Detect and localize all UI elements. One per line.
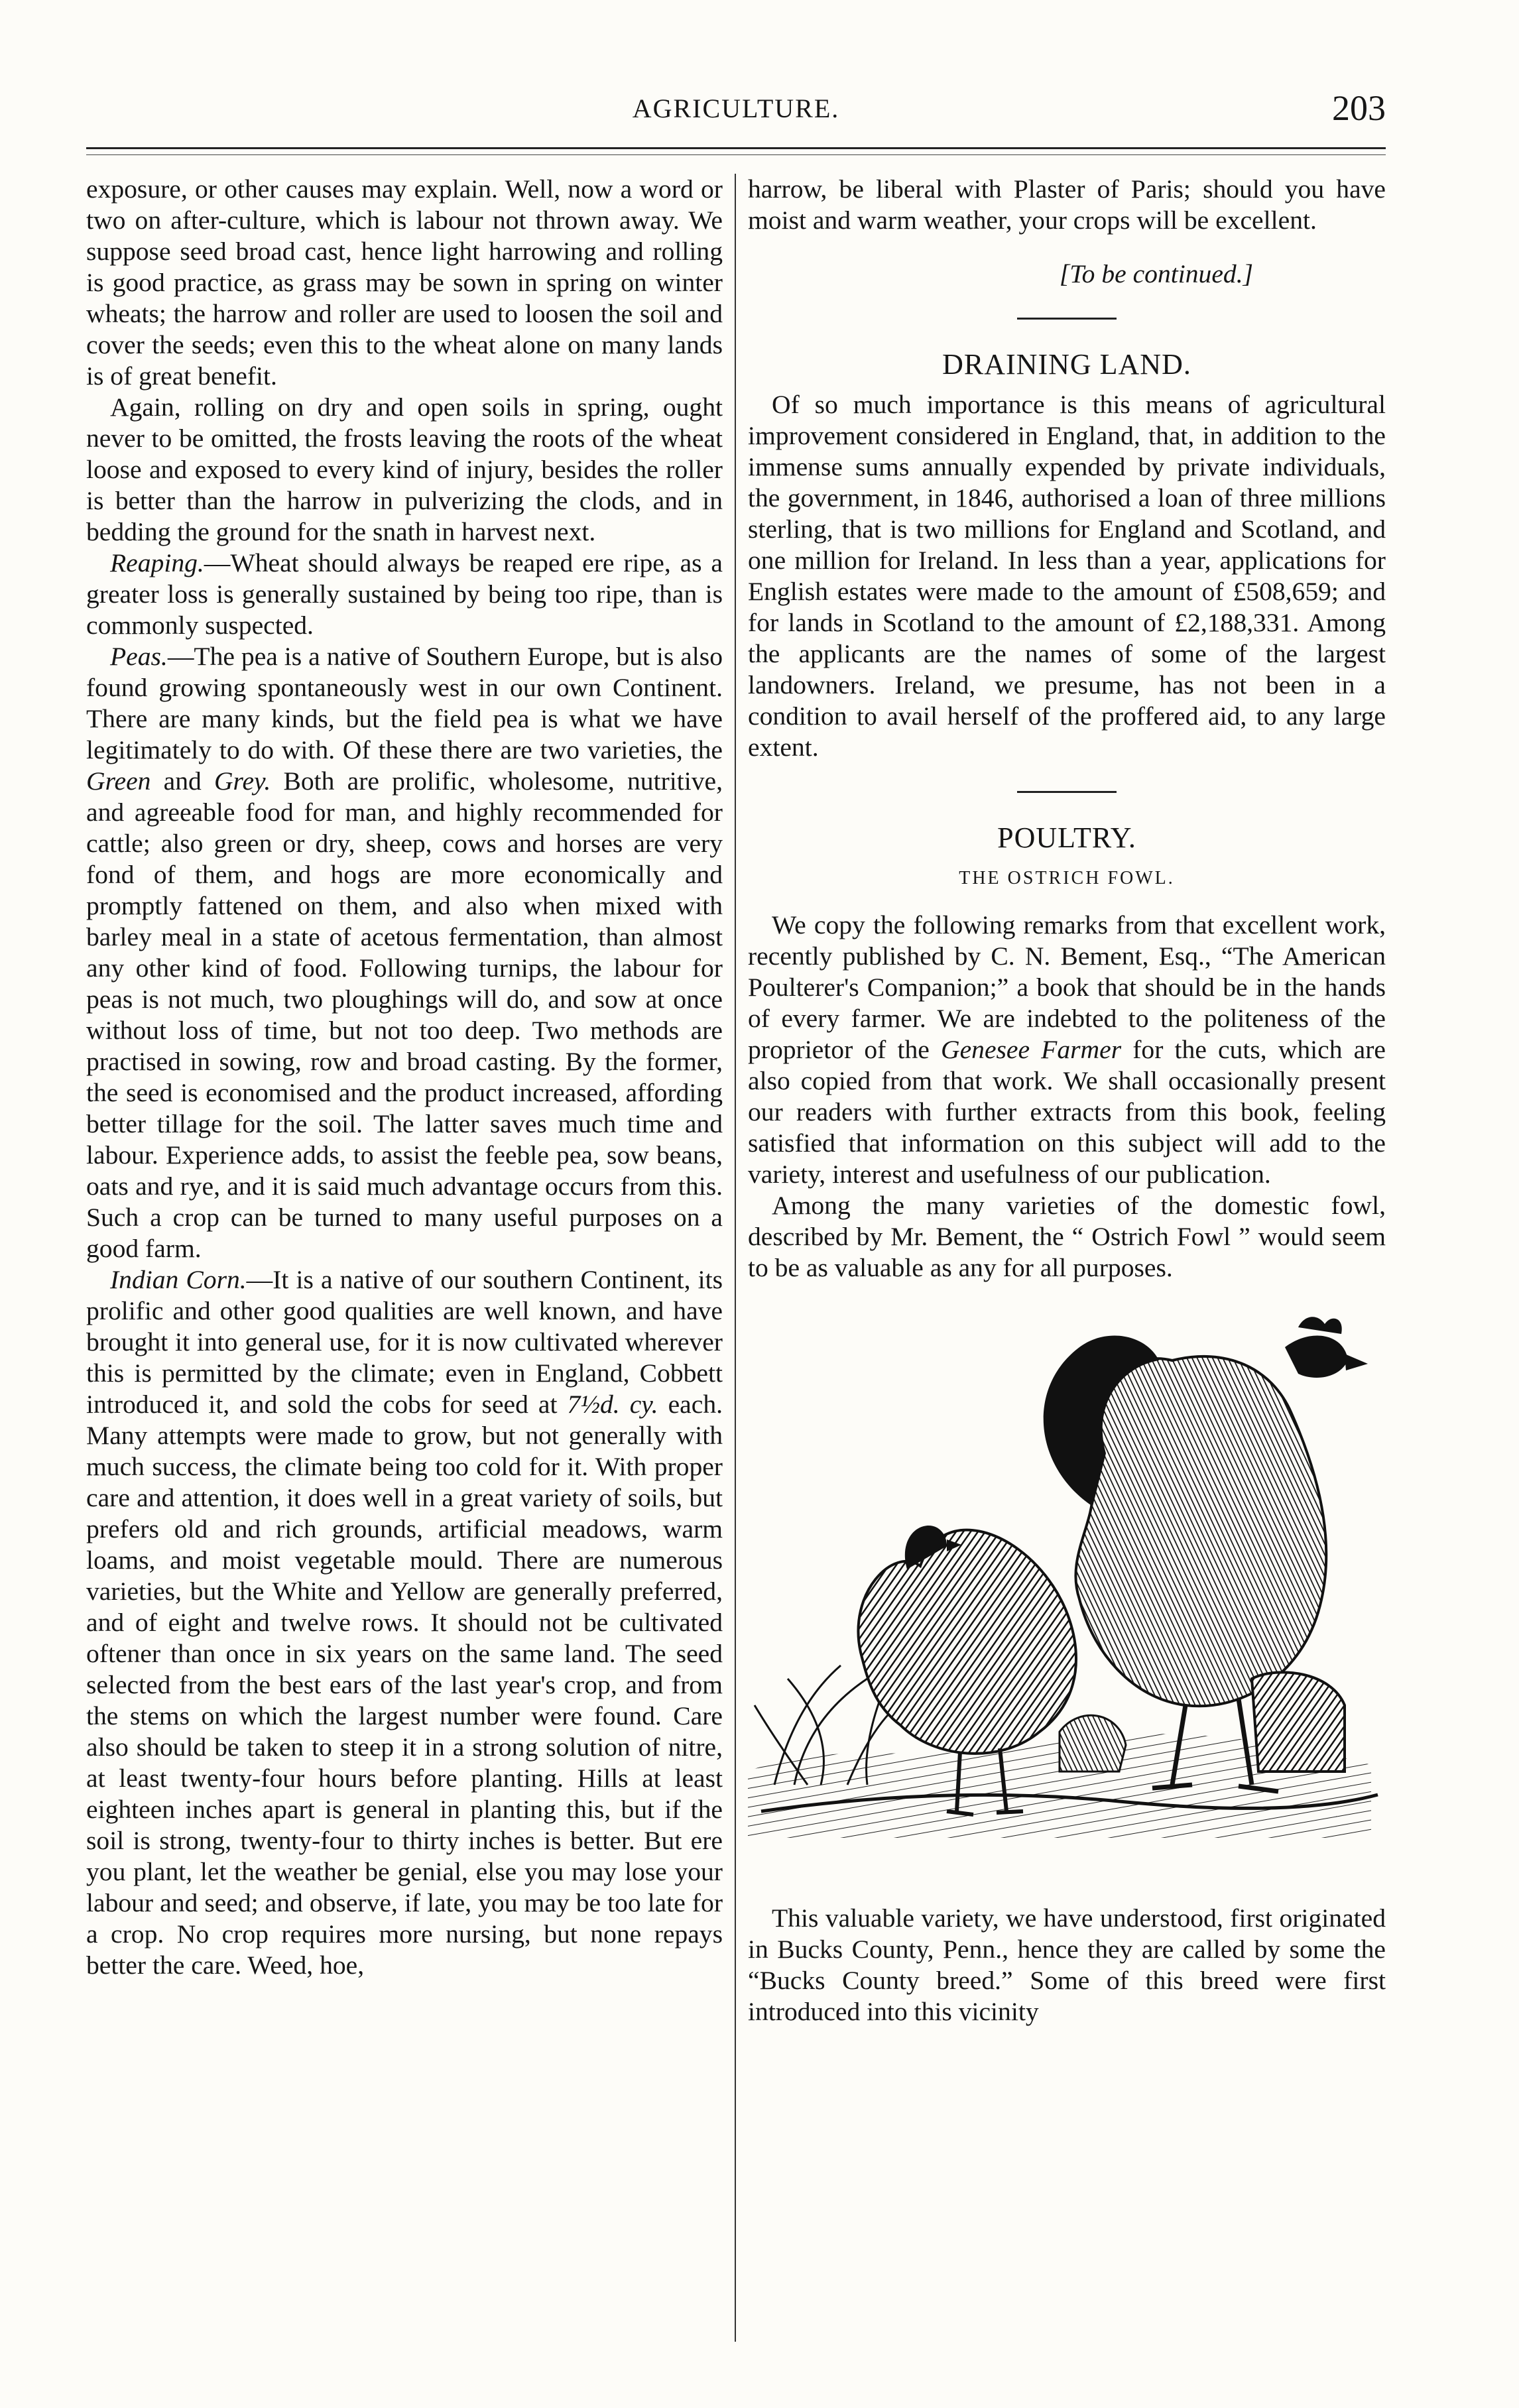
poultry-text-1: We copy the following remarks from that excellent work, recently published by C. N. Bement, Esq., “The American Poulterer's Companion;” a book that should be in the hands of every farmer. We are indebted to the politeness of the proprietor of the: [748, 910, 1386, 1064]
genesee-farmer: Genesee Farmer: [941, 1035, 1122, 1064]
corn-price: 7½d. cy.: [567, 1390, 658, 1419]
peas-and: and: [151, 766, 214, 796]
peas-text-1: —The pea is a native of Southern Europe, but is also found growing spontaneously west in our own Continent. There are many kinds, but the field pea is what we have legitimately to do with. Of these there are two varieties, the: [86, 642, 723, 764]
reaping-paragraph: [86, 548, 723, 641]
poultry-intro-paragraph: [748, 910, 1386, 1190]
corn-text-2: each. Many attempts were made to grow, but not generally with much success, the climate being too cold for it. With proper care and attention, it does well in a great variety of soils, but prefers old and rich grounds, artificial meadows, warm loams, and moist vegetable mould. There are numerous varieties, but the White and Yellow are generally preferred, and of eight and twelve rows. It should not be cultivated oftener than once in six years on the same land. The seed selected from the best ears of the last year's crop, and from the stems on which the largest number were found. Care also should be taken to steep it in a strong solution of nitre, at least twenty-four hours before planting. Hills at least eighteen inches apart is general in planting this, but if the soil is strong, twenty-four to thirty inches is better. But ere you plant, let the weather be genial, else you may lose your labour and seed; and observe, if late, you may be too late for a crop. No crop requires more nursing, but none repays better the care. Weed, hoe,: [86, 1390, 723, 1980]
page-number: 203: [1332, 88, 1386, 128]
peas-green: Green: [86, 766, 151, 796]
left-column: [86, 174, 723, 2355]
peas-text-2: Both are prolific, wholesome, nutritive, and agreeable food for man, and highly recommended for cattle; also green or dry, sheep, cows and horses are very fond of them, and hogs are more economically and promptly fattened on them, and also when mixed with barley meal in a state of acetous fermentation, than almost any other kind of food. Following turnips, the labour for peas is not much, two ploughings will do, and sow at once without loss of time, but not too deep. Two methods are practised in sowing, row and broad casting. By the former, the seed is economised and the product increased, affording better tillage for the soil. The latter saves much time and labour. Experience adds, to assist the feeble pea, sow beans, oats and rye, and it is said much advantage occurs from this. Such a crop can be turned to many useful purposes on a good farm.: [86, 766, 723, 1263]
ostrich-fowl-subheading: THE OSTRICH FOWL.: [959, 868, 1175, 888]
right-column: [748, 174, 1386, 2355]
reaping-label: Reaping.: [110, 548, 204, 577]
corn-text-1: —It is a native of our southern Continent, its prolific and other good qualities are well known, and have brought it into general use, for it is now cultivated wherever this is permitted by the climate; even in England, Cobbett introduced it, and sold the cobs for seed at: [86, 1265, 723, 1419]
peas-paragraph: [86, 641, 723, 1264]
section-rule: [1017, 318, 1117, 320]
section-rule: [1017, 791, 1117, 793]
column-divider: [735, 174, 736, 2342]
continuation-paragraph: harrow, be liberal with Plaster of Paris; should you have moist and warm weather, your crops will be excellent.: [748, 174, 1386, 235]
draining-land-heading: DRAINING LAND.: [942, 348, 1191, 381]
peas-label: Peas.: [110, 642, 168, 671]
poultry-heading: POULTRY.: [997, 821, 1136, 854]
to-be-continued: [To be continued.]: [1059, 259, 1253, 288]
reaping-text: —Wheat should always be reaped ere ripe, as a greater loss is generally sustained by being too ripe, than is commonly suspected.: [86, 548, 723, 640]
draining-land-paragraph: Of so much importance is this means of agricultural improvement considered in England, that, in addition to the immense sums annually expended by private individuals, the government, in 1846, authorised a loan of three millions sterling, that is two millions for England and Scotland, and one million for Ireland. In less than a year, applications for English estates were made to the amount of £508,659; and for lands in Scotland to the amount of £2,188,331. Among the applicants are the names of some of the largest landowners. Ireland, we presume, has not been in a condition to avail herself of the proffered aid, to any large extent.: [748, 390, 1386, 762]
poultry-text-2: for the cuts, which are also copied from that work. We shall occasionally present our readers with further extracts from this book, feeling satisfied that information on this subject will add to the variety, interest and usefulness of our publication.: [748, 1035, 1386, 1189]
after-culture-paragraph: exposure, or other causes may explain. Well, now a word or two on after-culture, which is labour not thrown away. We suppose seed broad cast, hence light harrowing and rolling is good practice, as grass may be sown in spring on winter wheats; the harrow and roller are used to loosen the soil and cover the seeds; even this to the wheat alone on many lands is of great benefit.: [86, 174, 723, 391]
ostrich-fowl-engraving-icon: [748, 1307, 1384, 1884]
header-rule-light: [86, 154, 1386, 155]
header-rule-heavy: [86, 147, 1386, 149]
running-title: AGRICULTURE.: [632, 93, 840, 123]
peas-grey: Grey.: [213, 766, 271, 796]
bucks-county-caption: This valuable variety, we have understood, first originated in Bucks County, Penn., hence they are called by some the “Bucks County breed.” Some of this breed were first introduced into this vicinity: [748, 1903, 1386, 2026]
ostrich-fowl-paragraph: Among the many varieties of the domestic fowl, described by Mr. Bement, the “ Ostrich Fowl ” would seem to be as valuable as any for all purposes.: [748, 1191, 1386, 1282]
page-header: [86, 88, 1386, 139]
indian-corn-paragraph: [86, 1264, 723, 1981]
rolling-paragraph: Again, rolling on dry and open soils in spring, ought never to be omitted, the frosts leaving the roots of the wheat loose and exposed to every kind of injury, besides the roller is better than the harrow in pulverizing the clods, and in bedding the ground for the snath in harvest next.: [86, 392, 723, 546]
corn-label: Indian Corn.: [110, 1265, 247, 1294]
